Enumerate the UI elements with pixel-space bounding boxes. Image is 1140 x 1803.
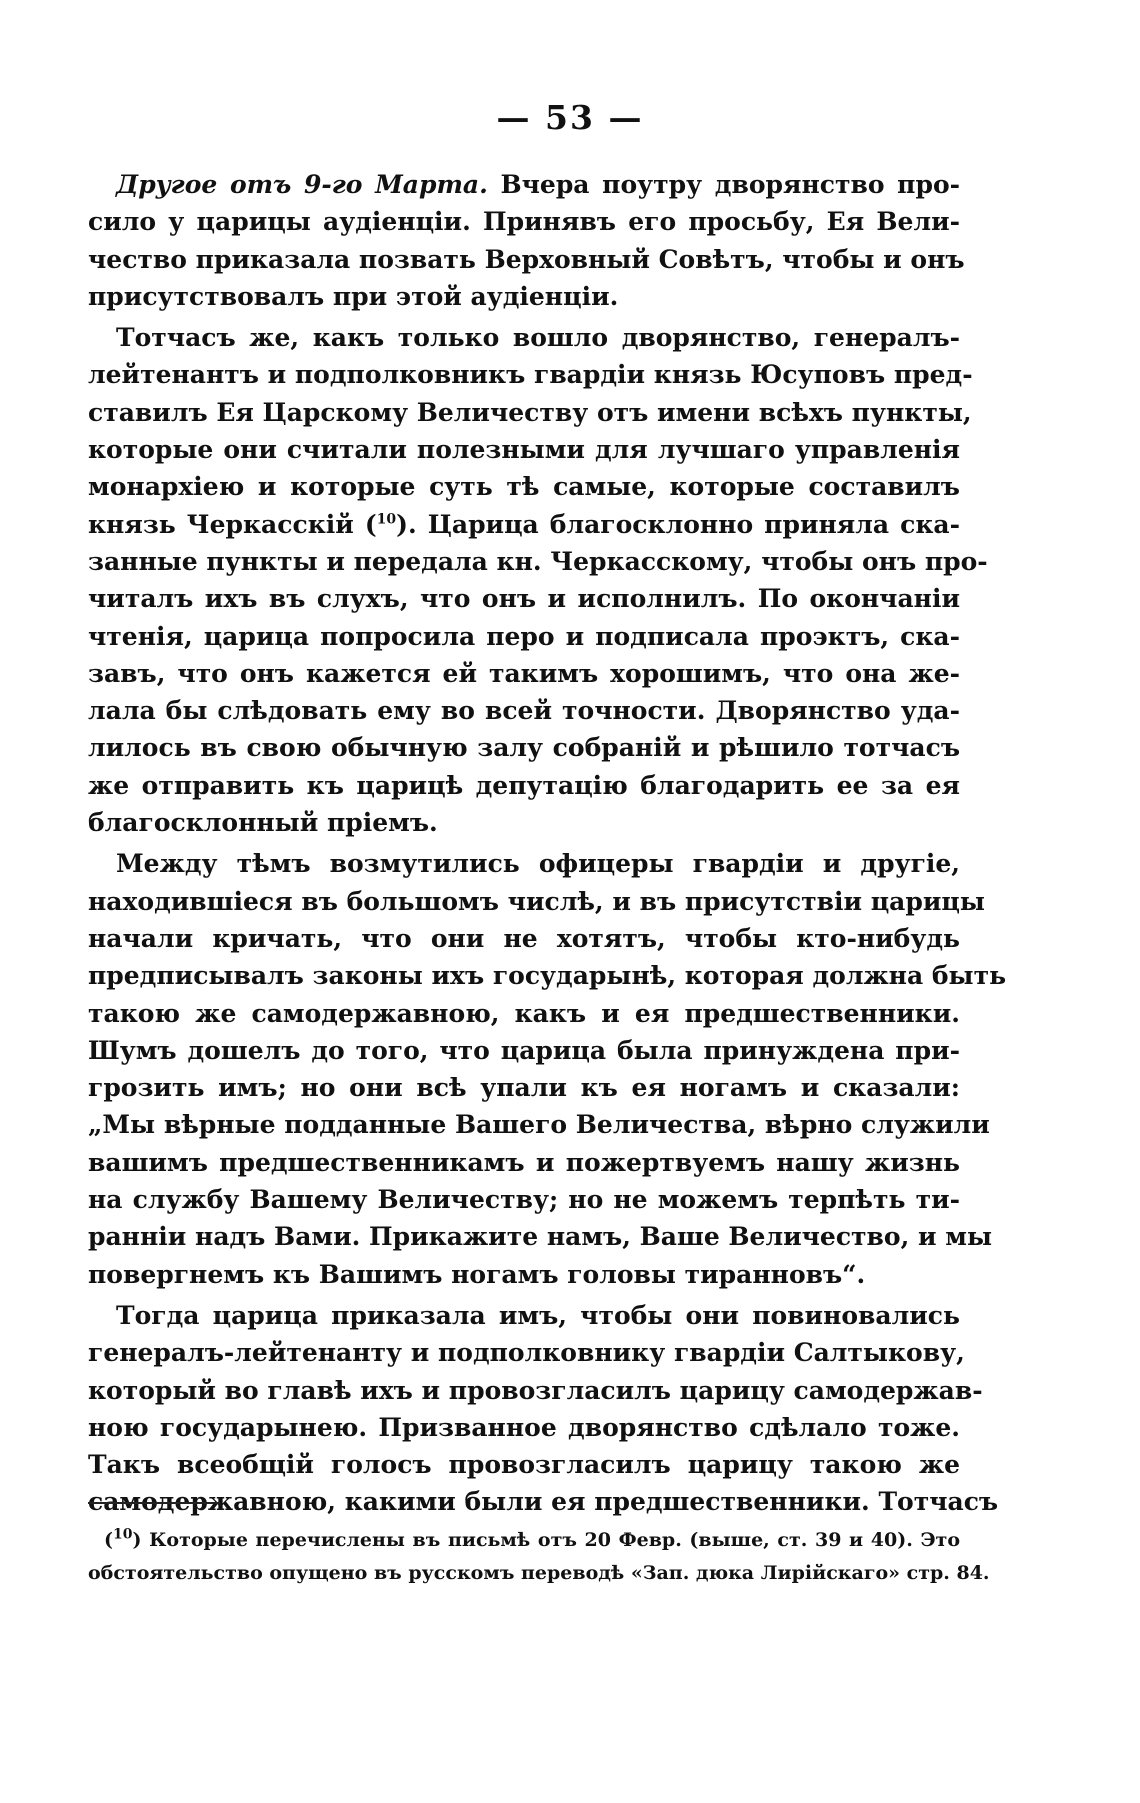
text-line [88, 1181, 960, 1218]
text-line [88, 920, 960, 957]
line-text: благосклонный пріемъ. [88, 808, 438, 838]
text-line [88, 1069, 960, 1106]
text-line [88, 1218, 993, 1255]
line-text: присутствовалъ при этой аудіенціи. [88, 281, 619, 311]
line-text: такою же самодержавною, какъ и ея предшественники. [88, 998, 960, 1028]
line-text: лейтенантъ и подполковникъ гвардіи князь Юсуповъ пред- [88, 360, 973, 390]
line-text: генералъ-лейтенанту и подполковнику гвардіи Салтыкову, [88, 1338, 965, 1368]
line-text: лилось въ свою обычную залу собраній и рѣшило тотчасъ [88, 733, 960, 763]
line-text: Тогда царица приказала имъ, чтобы они повиновались [116, 1300, 960, 1330]
text-line [88, 203, 960, 240]
footnote-number-value: 10 [113, 1526, 133, 1543]
footnote-number: ($^{10}$) [104, 1526, 142, 1551]
line-text: „Мы вѣрные подданные Вашего Величества, вѣрно служили [88, 1110, 990, 1140]
footnotes [88, 1524, 990, 1590]
text-line [88, 241, 965, 278]
line-text: чество приказала позвать Верховный Совѣтъ, чтобы и онъ [88, 244, 965, 274]
text-line [88, 1144, 960, 1181]
text-line [88, 580, 960, 617]
line-text: сило у царицы аудіенціи. Принявъ его просьбу, Ея Вели- [88, 207, 960, 237]
line-text: завъ, что онъ кажется ей такимъ хорошимъ, что она же- [88, 658, 960, 688]
text-line [88, 883, 985, 920]
line-text: ставилъ Ея Царскому Величеству отъ имени всѣхъ пункты, [88, 397, 972, 427]
text-line [88, 506, 960, 543]
text-line [88, 1372, 983, 1409]
line-text: ною государынею. Призванное дворянство сдѣлало тоже. [88, 1412, 960, 1442]
text-line [88, 543, 988, 580]
text-line [88, 655, 960, 692]
line-text: вашимъ предшественникамъ и пожертвуемъ нашу жизнь [88, 1147, 960, 1177]
line-text: предписывалъ законы ихъ государынѣ, которая должна быть [88, 961, 1007, 991]
line-text: которые они считали полезными для лучшаго управленія [88, 435, 960, 465]
text-line [88, 729, 960, 766]
text-line [88, 804, 960, 841]
line-text: повергнемъ къ Вашимъ ногамъ головы тиранновъ“. [88, 1259, 866, 1289]
line-text: чтенія, царица попросила перо и подписала проэктъ, ска- [88, 621, 960, 651]
line-text-tail: ). Царица благосклонно приняла ска- [396, 509, 960, 539]
text-line [88, 1256, 960, 1293]
text-line [88, 431, 960, 468]
text-line [88, 356, 973, 393]
text-line [88, 1334, 965, 1371]
footnote-line [88, 1557, 990, 1590]
text-line [88, 1297, 960, 1334]
text-line [88, 995, 960, 1032]
text-line [88, 767, 960, 804]
text-line [88, 468, 960, 505]
line-text: Шумъ дошелъ до того, что царица была принуждена при- [88, 1035, 960, 1065]
footnote-text: Которые перечислены въ письмѣ отъ 20 Февр. (выше, ст. 39 и 40). Это [141, 1529, 960, 1551]
line-text: самодержавною, какими были ея предшественники. Тотчасъ [88, 1487, 999, 1517]
text-line [88, 1032, 960, 1069]
text-line [88, 1106, 990, 1143]
line-text: на службу Вашему Величеству; но не можемъ терпѣть ти- [88, 1185, 960, 1215]
text-line [88, 319, 960, 356]
text-line [88, 957, 1007, 994]
line-text: Вчера поутру дворянство про- [487, 170, 960, 199]
footnote-text: обстоятельство опущено въ русскомъ переводѣ «Зап. дюка Лирійскаго» стр. 84. [88, 1562, 990, 1584]
line-text: лала бы слѣдовать ему во всей точности. Дворянство уда- [88, 696, 960, 726]
text-line [88, 1409, 960, 1446]
line-text: занные пункты и передала кн. Черкасскому, чтобы онъ про- [88, 546, 988, 576]
page-number: — 53 — [496, 98, 644, 137]
line-text: грозить имъ; но они всѣ упали къ ея ногамъ и сказали: [88, 1073, 960, 1103]
dispatch-heading: Другое отъ 9-го Марта. [116, 170, 488, 199]
line-text: Тотчасъ же, какъ только вошло дворянство, генералъ- [116, 323, 960, 353]
line-text: который во главѣ ихъ и провозгласилъ царицу самодержав- [88, 1375, 983, 1405]
line-text: находившіеся въ большомъ числѣ, и въ присутствіи царицы [88, 886, 985, 916]
text-line [88, 166, 960, 203]
text-line [88, 1446, 960, 1483]
line-text: Между тѣмъ возмутились офицеры гвардіи и другіе, [116, 849, 960, 879]
text-line [88, 278, 960, 315]
footnote-line [88, 1524, 960, 1557]
text-line [88, 692, 960, 729]
body-text [88, 166, 1007, 1521]
line-text: же отправить къ царицѣ депутацію благодарить ее за ея [88, 770, 960, 800]
text-line [88, 394, 972, 431]
line-text: ранніи надъ Вами. Прикажите намъ, Ваше Величество, и мы [88, 1222, 993, 1252]
line-text: князь Черкасскій ( [88, 509, 377, 539]
footnote-divider [88, 1502, 220, 1504]
line-text: Такъ всеобщій голосъ провозгласилъ царицу такою же [88, 1450, 960, 1480]
footnote-marker: 10 [376, 511, 397, 528]
line-text: монархіею и которые суть тѣ самые, которые составилъ [88, 472, 960, 502]
text-line [88, 845, 960, 882]
line-text: начали кричать, что они не хотятъ, чтобы кто-нибудь [88, 923, 960, 953]
text-line [88, 618, 960, 655]
line-text: читалъ ихъ въ слухъ, что онъ и исполнилъ. По окончаніи [88, 584, 960, 614]
